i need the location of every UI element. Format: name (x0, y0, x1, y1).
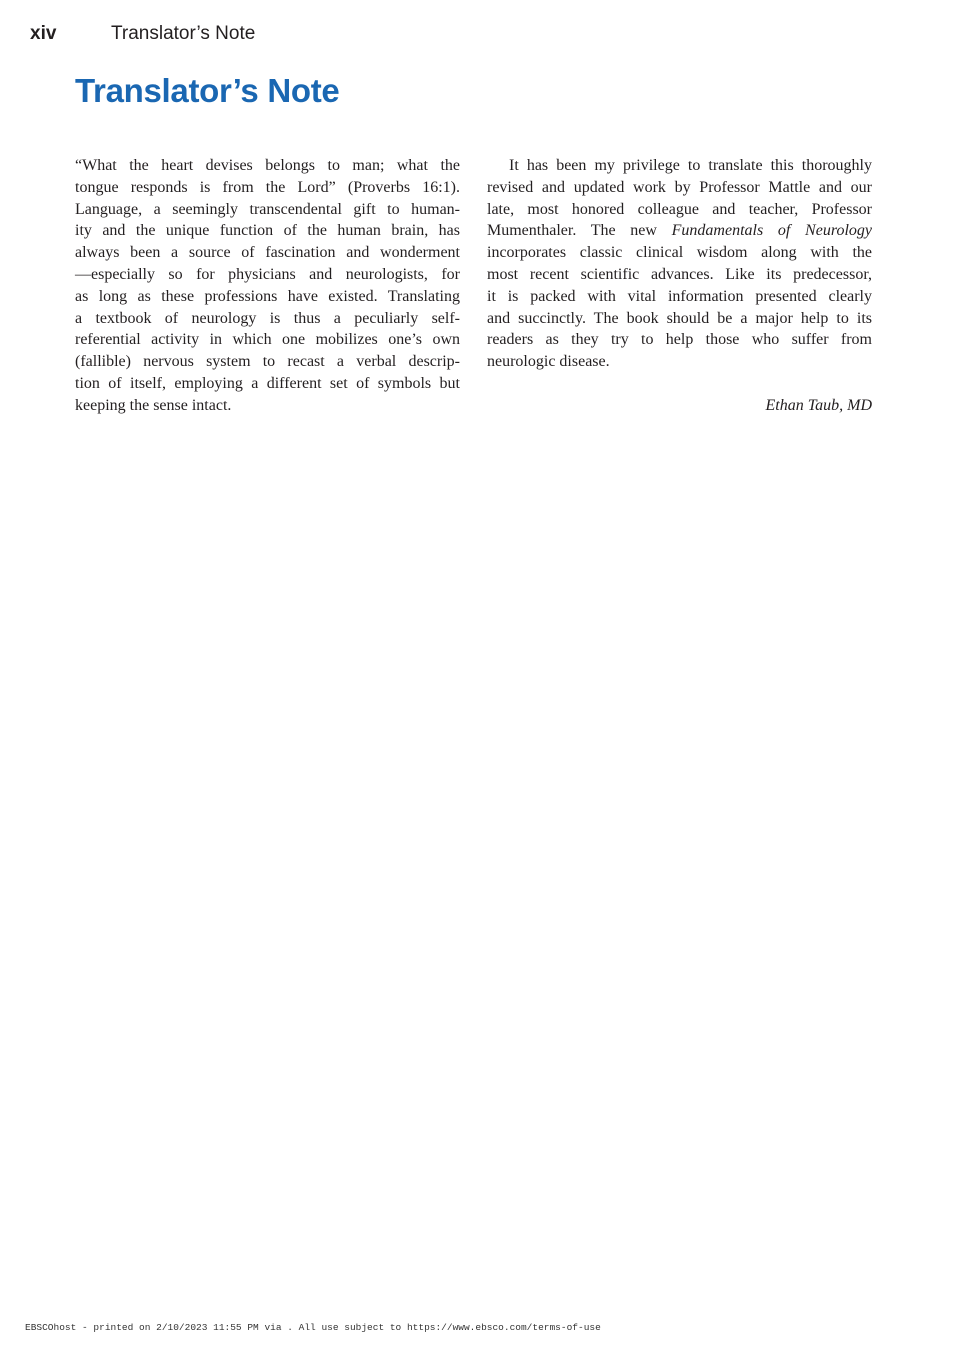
text-line: tion of itself, employing a different set of symbols but (75, 374, 460, 392)
text-line: tongue responds is from the Lord” (Proverbs 16:1). (75, 178, 460, 196)
text-line: neurologic disease. (487, 353, 610, 371)
left-column (75, 155, 460, 417)
text-line: It has been my privilege to translate this thoroughly (509, 157, 872, 174)
text-line: as long as these professions have existed. Translating (75, 287, 460, 305)
text-line: readers as they try to help those who suffer from (487, 331, 872, 349)
text-line: incorporates classic clinical wisdom along with the (487, 244, 872, 262)
text-line: —especially so for physicians and neurologists, for (75, 265, 460, 283)
text-line: Language, a seemingly transcendental gift to human- (75, 200, 460, 218)
running-section-title: Translator’s Note (111, 23, 256, 44)
text-line: late, most honored colleague and teacher, Professor (487, 200, 872, 218)
text-line: referential activity in which one mobilizes one’s own (75, 331, 460, 349)
translator-signature: Ethan Taub, MD (765, 396, 872, 414)
print-footer: EBSCOhost - printed on 2/10/2023 11:55 PM via . All use subject to https://www.ebsco.com/terms-of-use (25, 1322, 601, 1333)
text-line-with-book-title (487, 220, 872, 242)
text-line: revised and updated work by Professor Mattle and our (487, 178, 872, 196)
book-title: Fundamentals of Neurology (671, 222, 872, 240)
text-line: a textbook of neurology is thus a peculiarly self- (75, 309, 460, 327)
text-segment: Mumenthaler. The new (487, 222, 657, 240)
text-line: keeping the sense intact. (75, 396, 232, 414)
text-line: always been a source of fascination and wonderment (75, 244, 460, 262)
text-line: ity and the unique function of the human brain, has (75, 222, 460, 240)
text-line: “What the heart devises belongs to man; what the (75, 157, 460, 174)
text-line: most recent scientific advances. Like its predecessor, (487, 265, 872, 283)
page-title: Translator’s Note (75, 72, 340, 109)
running-page-number: xiv (30, 23, 57, 44)
text-line: it is packed with vital information presented clearly (487, 287, 872, 305)
right-column (487, 155, 872, 417)
text-line: and succinctly. The book should be a major help to its (487, 309, 872, 327)
text-line: (fallible) nervous system to recast a verbal descrip- (75, 353, 460, 371)
